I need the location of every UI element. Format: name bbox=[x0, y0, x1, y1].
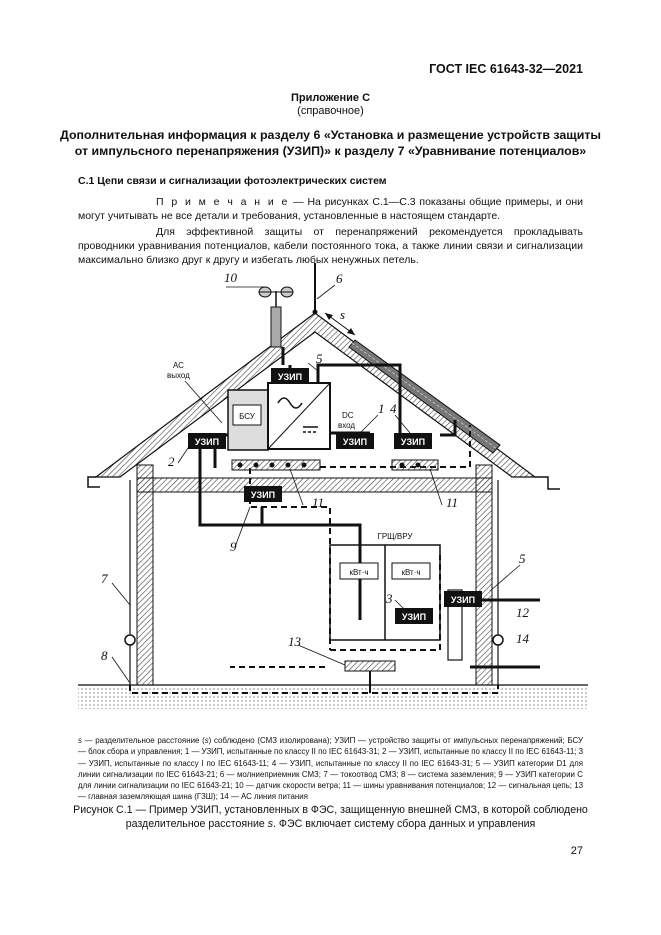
note-label: П р и м е ч а н и е bbox=[156, 196, 290, 208]
ground bbox=[78, 685, 588, 709]
caption-s-symbol: s bbox=[267, 818, 274, 830]
right-wall bbox=[476, 465, 492, 685]
floor-slab bbox=[137, 478, 492, 492]
label-2: 2 bbox=[168, 454, 175, 469]
main-earthing-bus bbox=[345, 661, 395, 671]
dc-in-line2: вход bbox=[338, 421, 356, 430]
label-10: 10 bbox=[224, 270, 237, 285]
grsh-label: ГРЩ/ВРУ bbox=[377, 532, 413, 541]
legend-s-symbol: s bbox=[78, 736, 82, 745]
legend-text-2: ) соблюдено (СМЗ изолирована); УЗИП — устройство защиты от импульсных перенапряжений; БСУ — блок сбора и управления; 1 — УЗИП, испытанные по классу II по IEC 61643-31; 2 — УЗИП, испытанные по классу II по IEC 61643-11; 3 — УЗИП, испытанные по классу I по IEC 61643-11; 4 — УЗИП, испытанные по классу II по IEC 61643-31; 5 — УЗИП категории D1 для линии сигнализации по IEC 61643-21; 6 — молниеприемник СМЗ; 7 — токоотвод СМЗ; 8 — система заземления; 9 — УЗИП категории С для линии сигнализации по IEC 61643-21; 10 — датчик скорости ветра; 11 — шины уравнивания потенциалов; 12 — сигнальная цепь; 13 — главная заземляющая шина (ГЗШ); 14 — АС линия питания bbox=[78, 736, 583, 802]
heading-line-1: Дополнительная информация к разделу 6 «Установка и размещение устройств защиты bbox=[59, 128, 601, 142]
appendix-title: Приложение С bbox=[290, 92, 371, 104]
spd-label-7: УЗИП bbox=[450, 595, 476, 605]
label-14: 14 bbox=[516, 631, 529, 646]
figure-caption bbox=[0, 803, 661, 831]
legend-s-symbol-2: s bbox=[204, 736, 209, 745]
appendix-subtitle: (справочное) bbox=[297, 105, 364, 117]
spd-label-6: УЗИП bbox=[401, 612, 427, 622]
label-8: 8 bbox=[101, 648, 108, 663]
equipotential-bar-2 bbox=[392, 460, 438, 470]
spd-label-1: УЗИП bbox=[277, 372, 303, 382]
label-5b: 5 bbox=[519, 551, 526, 566]
label-4: 4 bbox=[390, 401, 397, 416]
section-title: С.1 Цепи связи и сигнализации фотоэлектрических систем bbox=[78, 175, 387, 187]
figure-legend bbox=[78, 735, 583, 803]
note-paragraph bbox=[78, 195, 583, 223]
label-12: 12 bbox=[516, 605, 529, 620]
body-paragraph: Для эффективной защиты от перенапряжений рекомендуется прокладывать проводники уравнивания потенциалов, кабели постоянного тока, а также линии связи и сигнализации максимально близко друг к другу и избегать любых ненужных петель. bbox=[78, 226, 583, 266]
label-6: 6 bbox=[336, 271, 343, 286]
label-13: 13 bbox=[288, 634, 301, 649]
spd-label-3: УЗИП bbox=[342, 437, 368, 447]
ac-out-line1: АС bbox=[173, 361, 184, 370]
caption-line-2 bbox=[0, 817, 661, 831]
legend-text-1: — разделительное расстояние ( bbox=[81, 736, 205, 745]
ac-out-line2: выход bbox=[167, 371, 190, 380]
caption-line-1: Рисунок С.1 — Пример УЗИП, установленных в ФЭС, защищенную внешней СМЗ, в которой соблюдено bbox=[73, 804, 588, 816]
label-11a: 11 bbox=[312, 495, 325, 510]
label-11b: 11 bbox=[446, 495, 459, 510]
pv-system-diagram bbox=[0, 255, 661, 730]
dc-in-line1: DC bbox=[342, 411, 354, 420]
spd-label-2: УЗИП bbox=[194, 437, 220, 447]
label-s: s bbox=[340, 307, 346, 322]
equipotential-bar-1 bbox=[232, 460, 320, 470]
meter-1: кВт·ч bbox=[349, 568, 369, 577]
label-9: 9 bbox=[230, 539, 237, 554]
label-7: 7 bbox=[101, 571, 108, 586]
note-text: — На рисунках С.1—С.3 показаны общие примеры, и они могут учитывать не все детали и требования, установленные в настоящем стандарте. bbox=[78, 196, 583, 222]
caption-line-2b: . ФЭС включает систему сбора данных и управления bbox=[273, 818, 536, 830]
label-3: 3 bbox=[386, 591, 393, 606]
spd-label-5: УЗИП bbox=[250, 490, 276, 500]
bsu-label: БСУ bbox=[239, 412, 255, 421]
page-number: 27 bbox=[570, 845, 583, 857]
standard-number: ГОСТ IEC 61643-32—2021 bbox=[429, 62, 583, 76]
label-5a: 5 bbox=[316, 351, 323, 366]
spd-label-4: УЗИП bbox=[400, 437, 426, 447]
meter-2: кВт·ч bbox=[401, 568, 421, 577]
caption-line-2a: разделительное расстояние bbox=[125, 818, 268, 830]
label-1: 1 bbox=[378, 401, 385, 416]
heading-line-2: от импульсного перенапряжения (УЗИП)» к разделу 7 «Уравнивание потенциалов» bbox=[74, 144, 587, 158]
left-wall bbox=[137, 465, 153, 685]
